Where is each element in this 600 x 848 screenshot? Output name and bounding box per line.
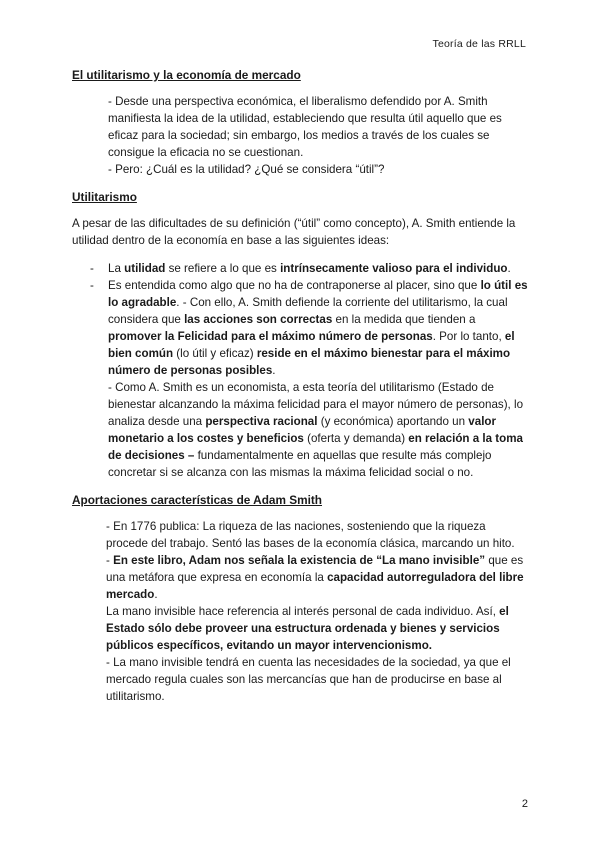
paragraph-necesidades: - La mano invisible tendrá en cuenta las necesidades de la sociedad, ya que el mercado regula cuales son las mercancías que han de producirse en base al utilitarismo. bbox=[106, 656, 511, 703]
paragraph-question: - Pero: ¿Cuál es la utilidad? ¿Qué se considera “útil”? bbox=[108, 163, 385, 176]
ideas-list bbox=[72, 260, 528, 481]
list-item: - Es entendida como algo que no ha de contraponerse al placer, sino que lo útil es lo agradable. - Con ello, A. Smith defiende la corriente del utilitarismo, la cual considera que las acciones son correctas en la medida que tienden a promover la Felicidad para el máximo número de personas. Por lo tanto, el bien común (lo útil y eficaz) reside en el máximo bienestar para el máximo número de personas posibles. - Como A. Smith es un economista, a esta teoría del utilitarismo (Estado de bienestar alcanzando la máxima felicidad para el mayor número de personas), lo analiza desde una perspectiva racional (y económica) aportando un valor monetario a los costes y beneficios (oferta y demanda) en relación a la toma de decisiones – fundamentalmente en aquellas que resulte más complejo concretar si se alcanza con las mismas la máxima felicidad social o no. bbox=[90, 277, 528, 481]
paragraph-riqueza: - En 1776 publica: La riqueza de las naciones, sosteniendo que la riqueza procede del trabajo. Sentó las bases de la economía clásica, marcando un hito. bbox=[106, 520, 515, 550]
section-title-utilitarismo: Utilitarismo bbox=[72, 190, 137, 204]
section-title-adam-smith: Aportaciones características de Adam Smith bbox=[72, 493, 323, 507]
paragraph-mano-invisible: - En este libro, Adam nos señala la existencia de “La mano invisible” que es una metáfora que expresa en economía la capacidad autorreguladora del libre mercado. bbox=[106, 554, 524, 601]
page-number: 2 bbox=[521, 798, 528, 810]
paragraph-interes-personal: La mano invisible hace referencia al interés personal de cada individuo. Así, el Estado sólo debe proveer una estructura ordenada y bienes y servicios públicos específicos, evitando un mayor intervencionismo. bbox=[106, 605, 509, 652]
paragraph-intro: A pesar de las dificultades de su definición (“útil” como concepto), A. Smith entiende la utilidad dentro de la economía en base a las siguientes ideas: bbox=[72, 217, 516, 247]
page-content bbox=[72, 66, 528, 705]
list-item: - La utilidad se refiere a lo que es intrínsecamente valioso para el individuo. bbox=[90, 260, 528, 277]
paragraph-liberalismo: - Desde una perspectiva económica, el liberalismo defendido por A. Smith manifiesta la idea de la utilidad, estableciendo que resulta útil aquello que es eficaz para la sociedad; sin embargo, los medios a través de los cuales se consigue la eficacia no se cuestionan. bbox=[108, 95, 502, 159]
running-header: Teoría de las RRLL bbox=[432, 38, 526, 50]
section-title-utilitarismo-economia: El utilitarismo y la economía de mercado bbox=[72, 68, 301, 82]
